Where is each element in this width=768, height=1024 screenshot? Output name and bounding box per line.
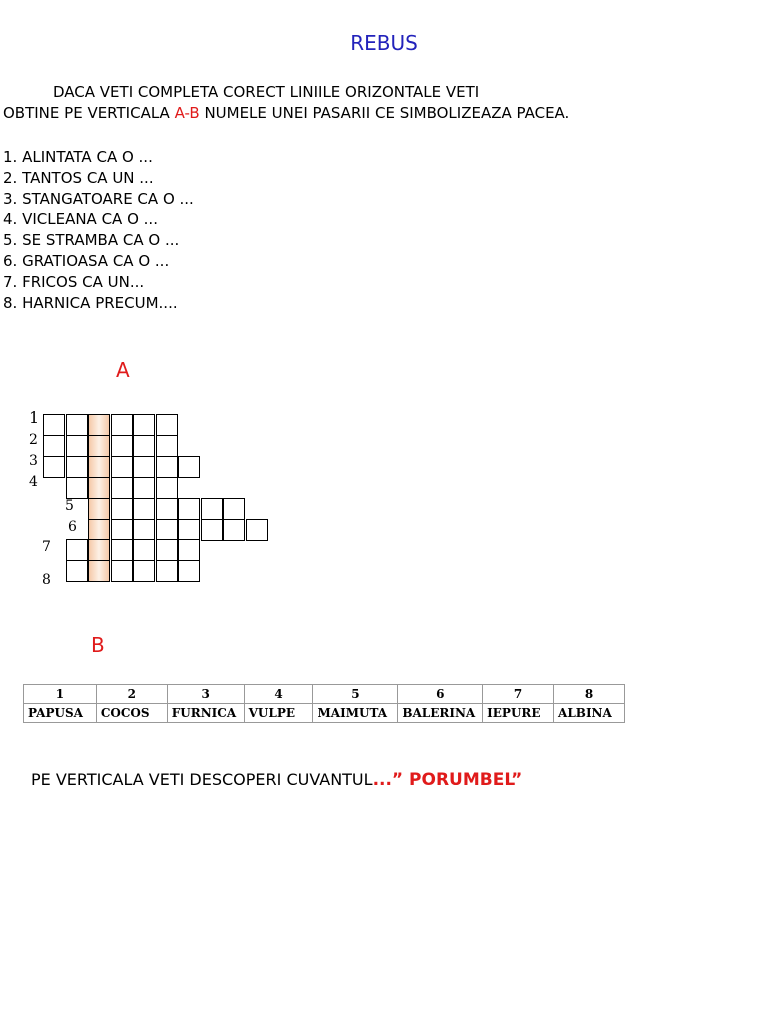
crossword-cell[interactable] xyxy=(246,519,268,541)
final-sentence xyxy=(31,770,522,790)
crossword-cell[interactable] xyxy=(133,539,155,561)
row-number-6: 6 xyxy=(68,518,77,535)
answers-header-cell: 2 xyxy=(96,685,167,704)
vertical-answer-cell[interactable] xyxy=(88,498,110,520)
answer-word: IEPURE xyxy=(483,704,554,723)
crossword-cell[interactable] xyxy=(178,539,200,561)
intro-ab-label: A-B xyxy=(174,104,200,122)
final-text: PE VERTICALA VETI DESCOPERI CUVANTUL xyxy=(31,770,373,789)
clue-item: 4. VICLEANA CA O ... xyxy=(3,210,158,229)
row-number-1: 1 xyxy=(29,408,40,427)
row-number-4: 4 xyxy=(29,473,38,490)
answer-word: FURNICA xyxy=(167,704,244,723)
crossword-cell[interactable] xyxy=(66,435,88,457)
intro-line-1: DACA VETI COMPLETA CORECT LINIILE ORIZONTALE VETI xyxy=(53,83,480,101)
crossword-cell[interactable] xyxy=(133,560,155,582)
clue-item: 8. HARNICA PRECUM.... xyxy=(3,293,178,312)
crossword-cell[interactable] xyxy=(43,414,65,436)
clue-item: 5. SE STRAMBA CA O ... xyxy=(3,231,180,250)
crossword-cell[interactable] xyxy=(156,498,178,520)
intro-line-2-end: NUMELE UNEI PASARII CE SIMBOLIZEAZA PACEA. xyxy=(199,104,570,122)
answers-header-cell: 6 xyxy=(398,685,483,704)
crossword-cell[interactable] xyxy=(66,414,88,436)
answers-header-cell: 3 xyxy=(167,685,244,704)
answer-word: MAIMUTA xyxy=(313,704,398,723)
crossword-cell[interactable] xyxy=(111,560,133,582)
crossword-cell[interactable] xyxy=(133,477,155,499)
label-b: B xyxy=(91,633,105,657)
crossword-cell[interactable] xyxy=(111,498,133,520)
vertical-answer-cell[interactable] xyxy=(88,414,110,436)
answer-word: BALERINA xyxy=(398,704,483,723)
crossword-cell[interactable] xyxy=(178,560,200,582)
row-number-2: 2 xyxy=(29,431,38,448)
crossword-cell[interactable] xyxy=(178,498,200,520)
row-number-8: 8 xyxy=(42,572,51,589)
crossword-cell[interactable] xyxy=(178,456,200,478)
clue-item: 7. FRICOS CA UN... xyxy=(3,272,145,291)
crossword-cell[interactable] xyxy=(43,435,65,457)
vertical-answer-cell[interactable] xyxy=(88,477,110,499)
crossword-cell[interactable] xyxy=(111,435,133,457)
page-title: REBUS xyxy=(350,31,418,55)
crossword-cell[interactable] xyxy=(156,560,178,582)
row-number-3: 3 xyxy=(29,452,38,469)
crossword-cell[interactable] xyxy=(66,456,88,478)
crossword-cell[interactable] xyxy=(66,560,88,582)
crossword-cell[interactable] xyxy=(133,414,155,436)
crossword-cell[interactable] xyxy=(111,477,133,499)
crossword-cell[interactable] xyxy=(201,519,223,541)
crossword-cell[interactable] xyxy=(111,539,133,561)
crossword-cell[interactable] xyxy=(111,456,133,478)
crossword-cell[interactable] xyxy=(66,539,88,561)
crossword-cell[interactable] xyxy=(156,414,178,436)
answers-header-cell: 8 xyxy=(554,685,625,704)
crossword-cell[interactable] xyxy=(156,477,178,499)
crossword-cell[interactable] xyxy=(201,498,223,520)
answer-word: VULPE xyxy=(244,704,313,723)
crossword-cell[interactable] xyxy=(156,539,178,561)
clue-item: 2. TANTOS CA UN ... xyxy=(3,168,154,187)
answers-header-cell: 5 xyxy=(313,685,398,704)
answers-table xyxy=(23,684,625,723)
crossword-cell[interactable] xyxy=(111,519,133,541)
vertical-answer-cell[interactable] xyxy=(88,519,110,541)
crossword-cell[interactable] xyxy=(133,456,155,478)
crossword-cell[interactable] xyxy=(43,456,65,478)
intro-line-2-start: OBTINE PE VERTICALA xyxy=(3,104,175,122)
crossword-cell[interactable] xyxy=(133,498,155,520)
final-answer: ...” PORUMBEL” xyxy=(372,770,523,790)
crossword-cell[interactable] xyxy=(111,414,133,436)
crossword-cell[interactable] xyxy=(133,435,155,457)
vertical-answer-cell[interactable] xyxy=(88,539,110,561)
crossword-cell[interactable] xyxy=(156,456,178,478)
answers-word-row xyxy=(24,704,625,723)
row-number-5: 5 xyxy=(65,497,74,514)
answer-word: COCOS xyxy=(96,704,167,723)
answers-header-cell: 1 xyxy=(24,685,97,704)
clue-list xyxy=(3,147,194,313)
vertical-answer-cell[interactable] xyxy=(88,435,110,457)
clue-item: 1. ALINTATA CA O ... xyxy=(3,148,153,166)
clue-item: 6. GRATIOASA CA O ... xyxy=(3,251,170,270)
vertical-answer-cell[interactable] xyxy=(88,456,110,478)
answer-word: PAPUSA xyxy=(24,704,97,723)
answer-word: ALBINA xyxy=(554,704,625,723)
answers-header-row xyxy=(24,685,625,704)
crossword-cell[interactable] xyxy=(66,477,88,499)
crossword-cell[interactable] xyxy=(133,519,155,541)
intro-line-2 xyxy=(3,104,569,122)
clue-item: 3. STANGATOARE CA O ... xyxy=(3,189,194,208)
answers-header-cell: 4 xyxy=(244,685,313,704)
crossword-cell[interactable] xyxy=(223,519,245,541)
crossword-cell[interactable] xyxy=(156,519,178,541)
row-number-7: 7 xyxy=(42,539,51,556)
crossword-cell[interactable] xyxy=(156,435,178,457)
crossword-cell[interactable] xyxy=(223,498,245,520)
answers-header-cell: 7 xyxy=(483,685,554,704)
crossword-cell[interactable] xyxy=(178,519,200,541)
label-a: A xyxy=(116,358,130,382)
vertical-answer-cell[interactable] xyxy=(88,560,110,582)
